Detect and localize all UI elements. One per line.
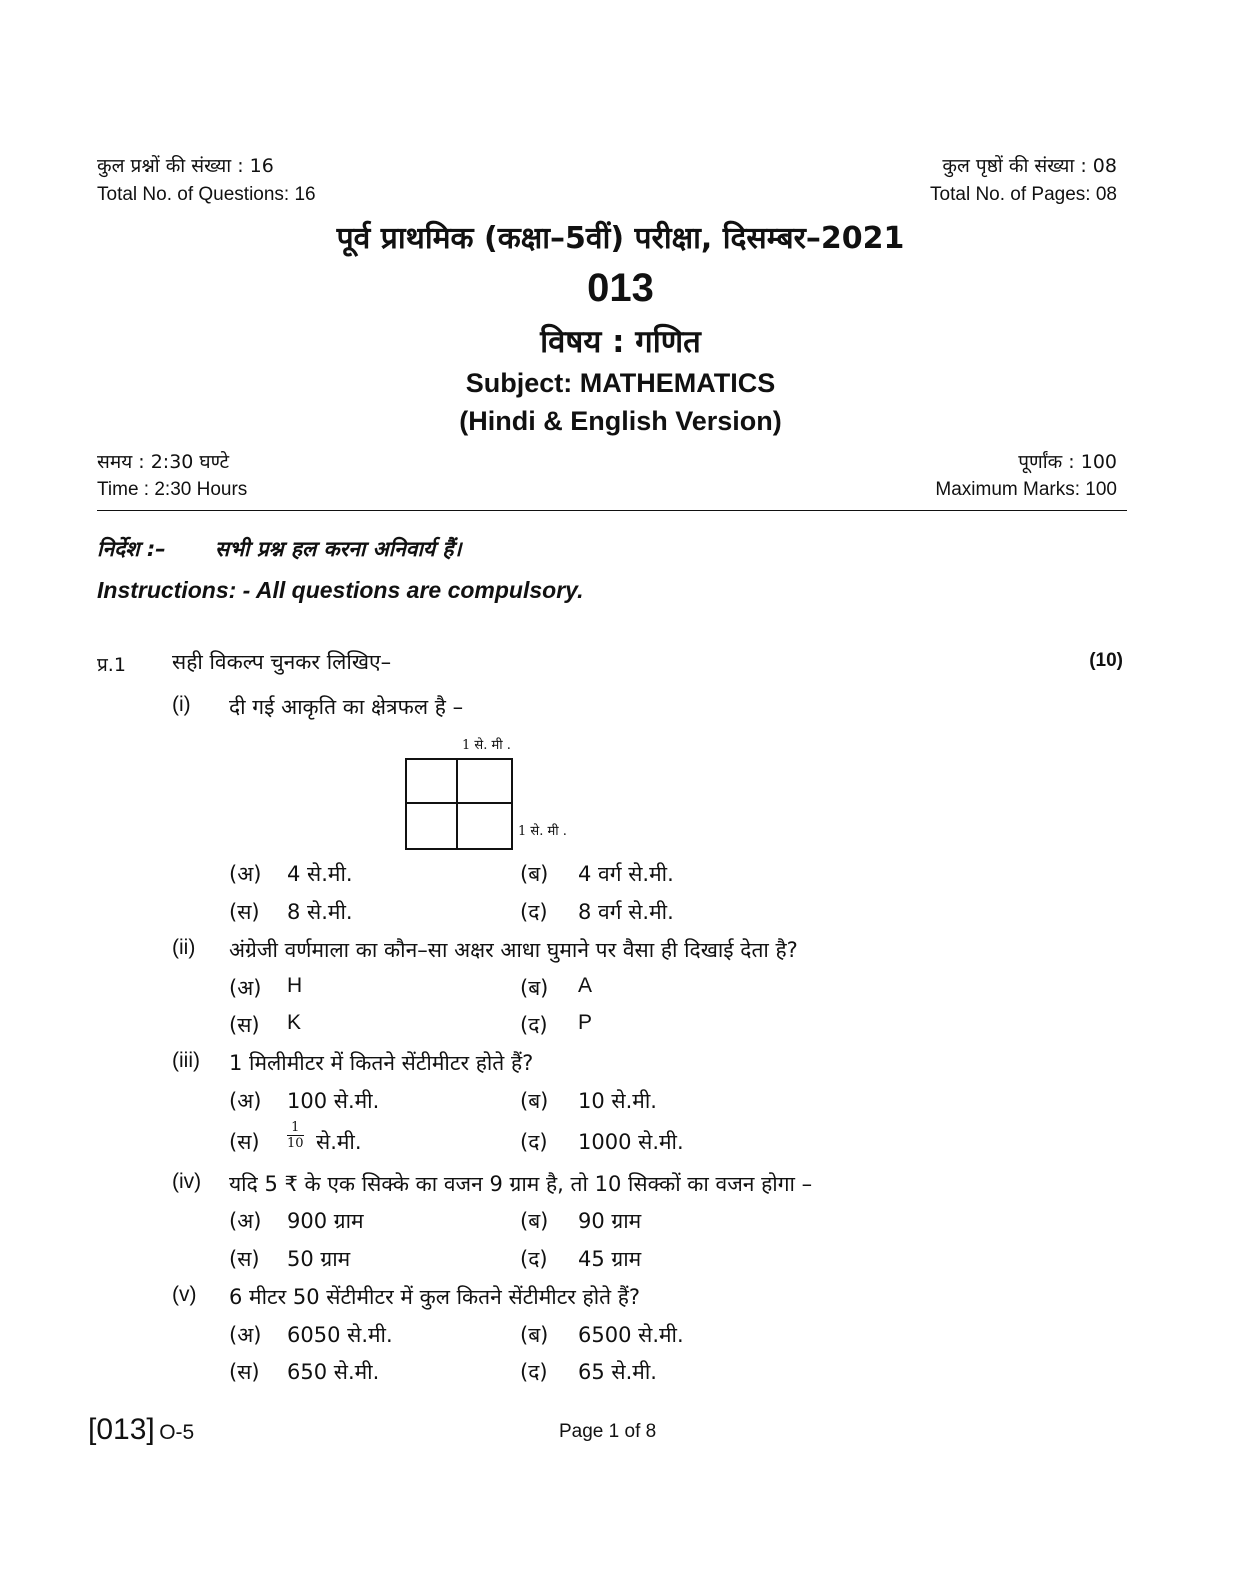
option-key: (ब) [520, 1089, 549, 1113]
footer-code-big: [013] [88, 1413, 155, 1446]
option-text: A [578, 974, 593, 997]
question-number: प्र.1 [97, 654, 126, 676]
option-key: (द) [520, 1013, 548, 1037]
subject-english: Subject: MATHEMATICS [465, 368, 776, 398]
part-text: यदि 5 ₹ के एक सिक्के का वजन 9 ग्राम है, तो 10 सिक्कों का वजन होगा – [229, 1172, 813, 1196]
fraction [287, 1120, 304, 1151]
exam-title: पूर्व प्राथमिक (कक्षा–5वीं) परीक्षा, दिसम्बर–2021 [336, 221, 905, 256]
time-english: Time : 2:30 Hours [97, 479, 248, 500]
option-key: (ब) [520, 976, 549, 1000]
time-hindi: समय : 2:30 घण्टे [97, 451, 230, 473]
option-key: (अ) [229, 862, 262, 886]
area-grid-figure [405, 758, 513, 850]
fraction-denominator: 10 [287, 1136, 304, 1151]
question-marks: (10) [1089, 650, 1123, 671]
option-text: 4 वर्ग से.मी. [578, 862, 674, 886]
option-key: (द) [520, 900, 548, 924]
total-questions-english: Total No. of Questions: 16 [97, 184, 316, 205]
total-pages-english: Total No. of Pages: 08 [930, 184, 1117, 205]
instructions-english: Instructions: - All questions are compulsory. [97, 577, 584, 603]
part-text: 1 मिलीमीटर में कितने सेंटीमीटर होते हैं? [229, 1051, 534, 1075]
option-text: P [578, 1011, 593, 1034]
part-text: दी गई आकृति का क्षेत्रफल है – [229, 695, 464, 719]
part-number: (v) [172, 1283, 197, 1306]
part-number: (i) [172, 693, 191, 716]
option-key: (द) [520, 1130, 548, 1154]
total-questions-hindi: कुल प्रश्नों की संख्या : 16 [97, 155, 274, 177]
option-text: 1000 से.मी. [578, 1130, 684, 1154]
option-key: (स) [229, 1360, 260, 1384]
option-key: (ब) [520, 862, 549, 886]
option-key: (स) [229, 1130, 260, 1154]
max-marks-hindi: पूर्णांक : 100 [1018, 451, 1117, 473]
option-text: 90 ग्राम [578, 1209, 642, 1233]
option-text: 10 से.मी. [578, 1089, 657, 1113]
subject-hindi: विषय : गणित [540, 324, 701, 360]
option-text: से.मी. [316, 1130, 362, 1154]
part-number: (ii) [172, 936, 196, 959]
total-pages-hindi: कुल पृष्ठों की संख्या : 08 [942, 155, 1117, 177]
option-text: H [287, 974, 303, 997]
option-key: (अ) [229, 976, 262, 1000]
option-key: (स) [229, 900, 260, 924]
option-key: (ब) [520, 1323, 549, 1347]
option-key: (स) [229, 1013, 260, 1037]
option-text: 4 से.मी. [287, 862, 353, 886]
part-text: अंग्रेजी वर्णमाला का कौन–सा अक्षर आधा घुमाने पर वैसा ही दिखाई देता है? [229, 938, 798, 962]
option-key: (द) [520, 1247, 548, 1271]
part-number: (iii) [172, 1049, 200, 1072]
option-key: (अ) [229, 1089, 262, 1113]
option-text: 50 ग्राम [287, 1247, 351, 1271]
option-text: 650 से.मी. [287, 1360, 380, 1384]
header-divider [97, 510, 1127, 511]
option-text: 6500 से.मी. [578, 1323, 684, 1347]
instructions-hindi-label: निर्देश :– [97, 537, 166, 561]
fraction-numerator: 1 [287, 1120, 304, 1136]
question-prompt: सही विकल्प चुनकर लिखिए– [172, 650, 392, 674]
page-number: Page 1 of 8 [559, 1421, 657, 1442]
paper-code: 013 [587, 266, 654, 310]
version-label: (Hindi & English Version) [459, 406, 782, 436]
figure-side-label: 1 से. मी . [518, 824, 567, 839]
option-text: 45 ग्राम [578, 1247, 642, 1271]
option-key: (द) [520, 1360, 548, 1384]
option-text: 65 से.मी. [578, 1360, 657, 1384]
option-text: 6050 से.मी. [287, 1323, 393, 1347]
part-number: (iv) [172, 1170, 202, 1193]
grid-vertical-line [456, 758, 458, 850]
option-key: (अ) [229, 1323, 262, 1347]
option-text: 100 से.मी. [287, 1089, 380, 1113]
footer-code [88, 1413, 194, 1447]
option-text: 900 ग्राम [287, 1209, 364, 1233]
option-text: 8 से.मी. [287, 900, 353, 924]
option-key: (स) [229, 1247, 260, 1271]
instructions-hindi-text: सभी प्रश्न हल करना अनिवार्य हैं। [215, 537, 462, 561]
grid-horizontal-line [405, 802, 513, 804]
max-marks-english: Maximum Marks: 100 [935, 479, 1117, 500]
footer-code-small: O-5 [159, 1421, 195, 1444]
option-key: (ब) [520, 1209, 549, 1233]
option-text: 8 वर्ग से.मी. [578, 900, 674, 924]
option-text: K [287, 1011, 302, 1034]
option-key: (अ) [229, 1209, 262, 1233]
figure-top-label: 1 से. मी . [462, 738, 511, 753]
part-text: 6 मीटर 50 सेंटीमीटर में कुल कितने सेंटीमीटर होते हैं? [229, 1285, 641, 1309]
